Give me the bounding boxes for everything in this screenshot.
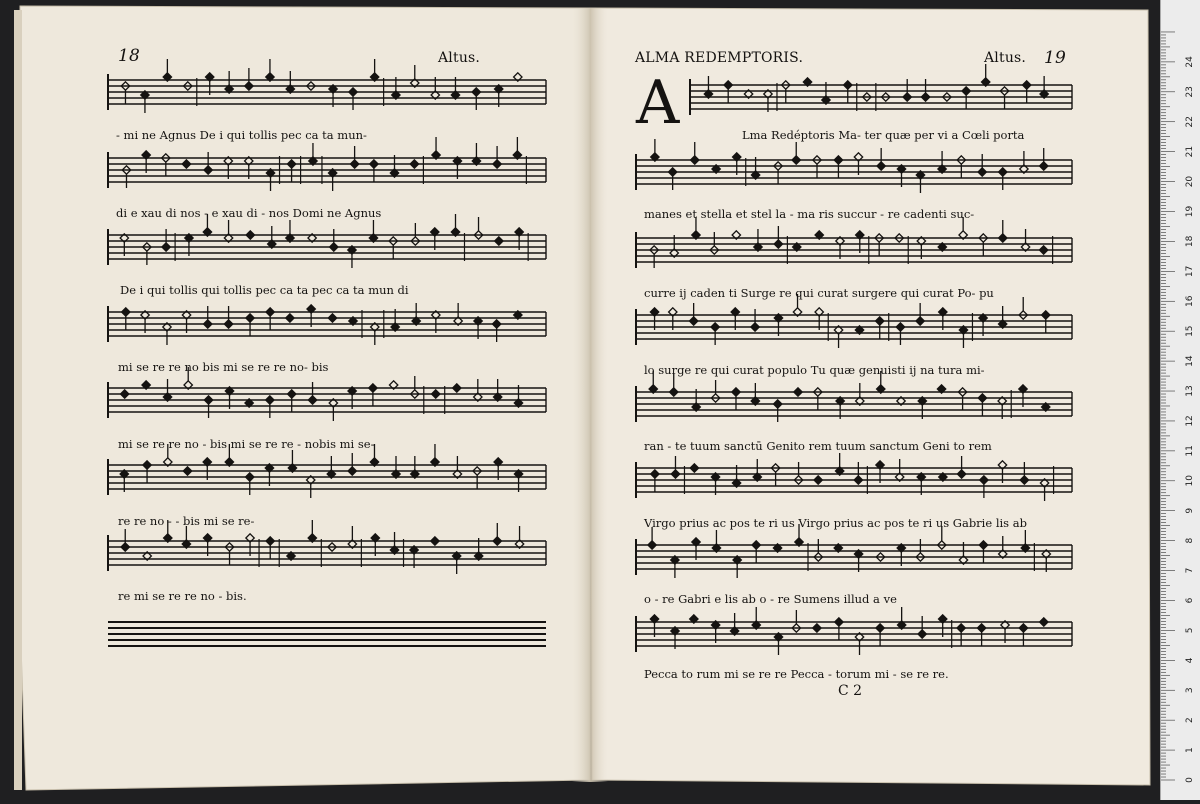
lyric-line: mi se re re no bis mi se re re no- bis [118,360,329,374]
lyric-line: - mi ne Agnus De i qui tollis pec ca ta mun- [116,128,367,142]
ruler-label: 13 [1185,385,1195,397]
ruler-label: 1 [1185,747,1195,753]
ruler-label: 5 [1185,627,1195,634]
staff-right-6 [636,524,1072,578]
decorated-initial: A [636,68,680,138]
staff-right-7 [636,607,1072,655]
lyric-line: Pecca to rum mi se re re Pecca - torum mi - se re re. [644,667,949,681]
lyric-line: o - re Gabri e lis ab o - re Sumens illud a ve [644,592,897,606]
measurement-ruler [1160,0,1200,800]
staff-left-6 [108,520,546,574]
ruler-label: 10 [1185,475,1195,487]
staff-right-0 [690,64,1072,115]
ruler-label: 20 [1185,175,1195,188]
lyric-line: Lma Redéptoris Ma- ter quæ per vi a Cœli porta [742,128,1025,142]
staff-left-1 [108,137,546,191]
signature-mark: C 2 [838,683,863,699]
ruler-ticks [1161,0,1200,800]
ruler-label: 4 [1185,657,1195,664]
right-running-title: ALMA REDEMPTORIS. [635,50,804,66]
lyric-line: mi se re re no - bis mi se re re - nobis mi se- [118,437,375,451]
lyric-line: Virgo prius ac pos te ri us Virgo prius ac pos te ri us Gabrie lis ab [644,516,1027,530]
staff-right-2 [636,217,1072,268]
staff-left-3 [108,303,546,345]
ruler-label: 23 [1185,86,1195,98]
ruler-label: 18 [1185,235,1195,248]
staff-right-1 [636,139,1072,193]
left-page-number: 18 [118,46,141,66]
ruler-label: 19 [1185,205,1195,218]
lyric-line: re mi se re re no - bis. [118,589,247,603]
ruler-label: 7 [1185,567,1195,574]
ruler-label: 9 [1185,507,1195,514]
right-running-voice: Altus. [984,50,1027,66]
staff-right-5 [636,453,1072,501]
ruler-label: 24 [1185,56,1195,68]
ruler-label: 0 [1185,777,1195,783]
lyric-line: ran - te tuum sanctū Genito rem tuum sanctum Geni to rem [644,439,992,453]
staff-left-4 [108,367,546,421]
lyric-line: lo surge re qui curat populo Tu quæ genuisti ij na tura mi- [644,363,985,377]
ruler-label: 3 [1185,687,1195,694]
lyric-line: De i qui tollis qui tollis pec ca ta pec ca ta mun di [120,283,409,297]
ruler-label: 15 [1185,325,1195,337]
staff-left-2 [108,214,546,268]
ruler-label: 16 [1185,295,1195,307]
ruler-label: 22 [1185,116,1195,128]
ruler-label: 11 [1185,445,1195,457]
ruler-label: 17 [1185,265,1195,278]
staff-right-3 [636,294,1072,348]
staff-left-0 [108,59,546,113]
staff-left-5 [108,444,546,498]
left-running-title: Altus. [438,50,481,66]
lyric-line: curre ij caden ti Surge re qui curat surgere qui curat Po- pu [644,286,994,300]
ruler-label: 12 [1185,415,1195,427]
ruler-label: 6 [1185,597,1195,604]
lyric-line: re re no - - bis mi se re- [118,514,255,528]
right-page-number: 19 [1044,48,1067,68]
ruler-label: 21 [1185,145,1195,158]
staff-left-empty [108,622,546,646]
lyric-line: manes et stella et stel la - ma ris succur - re cadenti suc- [644,207,975,221]
ruler-label: 14 [1185,355,1195,367]
ruler-label: 2 [1185,717,1195,724]
lyric-line: di e xau di nos - e xau di - nos Domi ne Agnus [116,206,382,220]
staff-right-4 [636,371,1072,422]
ruler-label: 8 [1185,537,1195,544]
